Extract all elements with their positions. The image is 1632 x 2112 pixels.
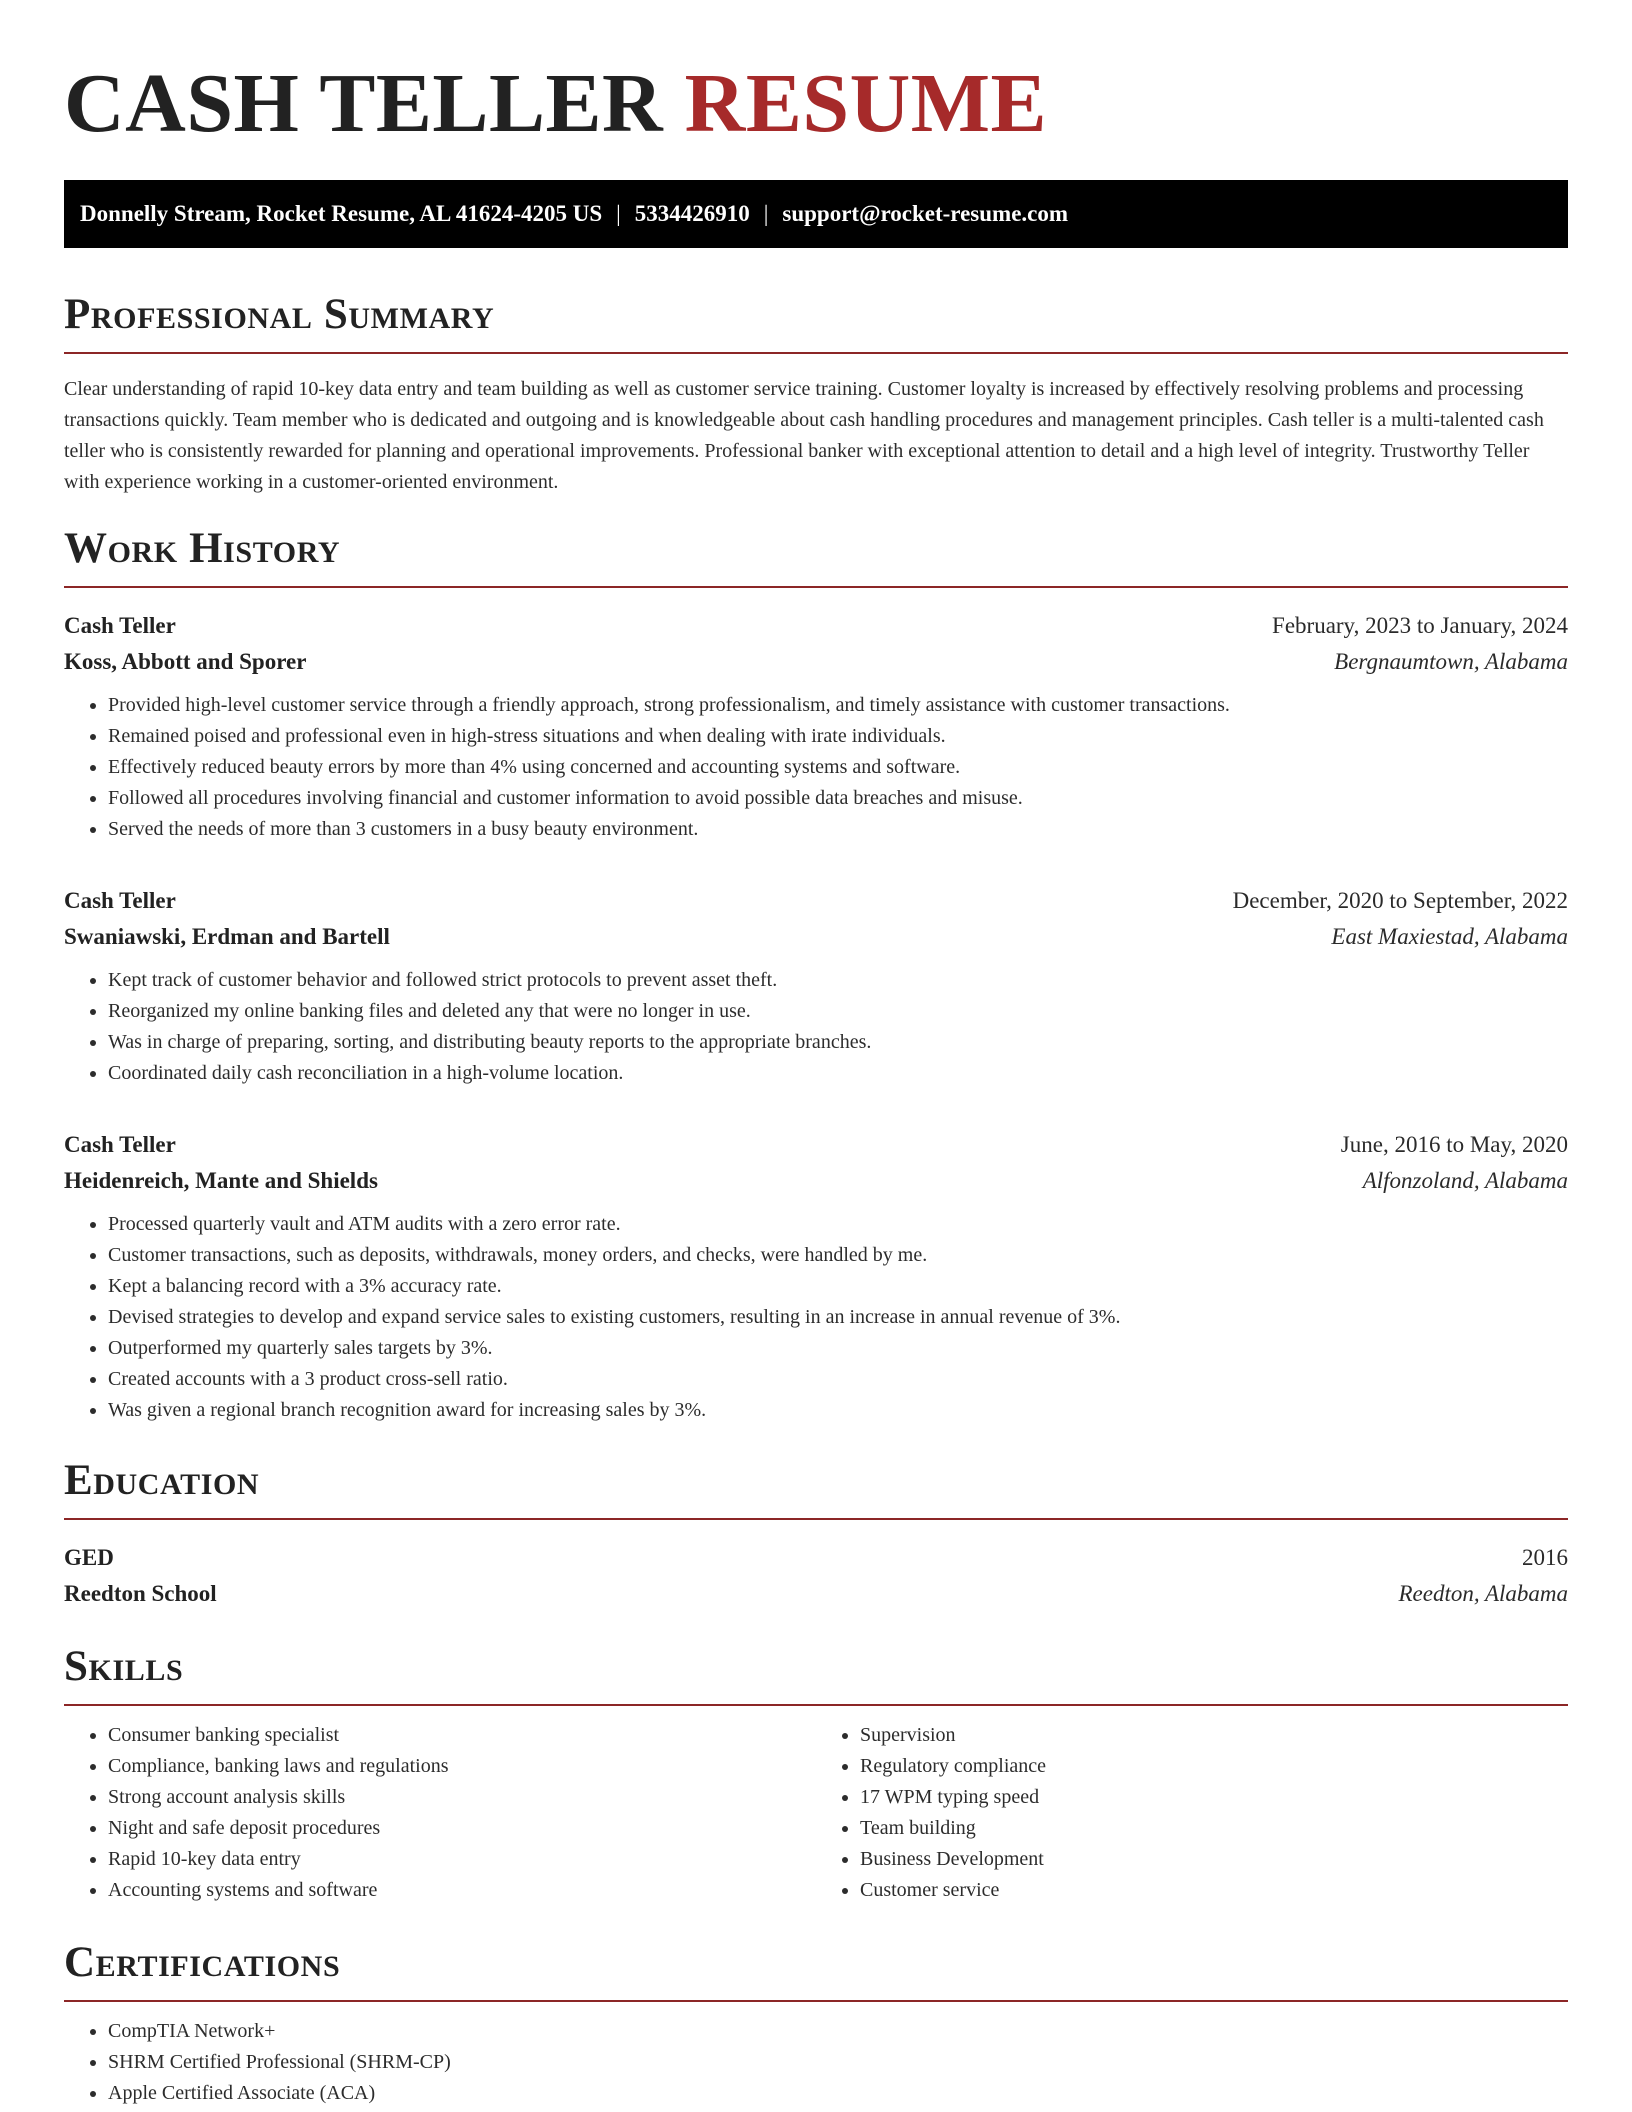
job-bullet: • Kept a balancing record with a 3% accuracy rate. (108, 1271, 1568, 1302)
job-bullets (64, 1209, 1568, 1426)
contact-address: Donnelly Stream, Rocket Resume, AL 41624-4205 US (80, 201, 603, 226)
education-degree: GED (64, 1545, 114, 1570)
summary-section (64, 290, 1568, 498)
job-bullet: • Devised strategies to develop and expand service sales to existing customers, resulting in an increase in annual revenue of 3%. (108, 1302, 1568, 1333)
job-header-row (64, 608, 1568, 644)
job-company-row (64, 919, 1568, 955)
section-title-education: Education (64, 1456, 1568, 1520)
title-accent: RESUME (684, 57, 1048, 150)
skill-item: • Consumer banking specialist (108, 1720, 816, 1751)
skill-item: • Compliance, banking laws and regulations (108, 1751, 816, 1782)
job-bullet: • Remained poised and professional even in high-stress situations and when dealing with irate individuals. (108, 721, 1568, 752)
job-company-row (64, 1163, 1568, 1199)
certification-item: • Apple Certified Associate (ACA) (108, 2078, 1568, 2109)
skills-column-right (816, 1720, 1568, 1906)
job-company: Koss, Abbott and Sporer (64, 649, 307, 674)
job-header-row (64, 1127, 1568, 1163)
summary-text: Clear understanding of rapid 10-key data entry and team building as well as customer service training. Customer loyalty is increased by effectively resolving problems and processing transactions quickly. Team member who is dedicated and outgoing and is knowledgeable about cash handling procedures and management principles. Cash teller is a multi-talented cash teller who is consistently rewarded for planning and operational improvements. Professional banker with exceptional attention to detail and a high level of integrity. Trustworthy Teller with experience working in a customer-oriented environment. (64, 378, 1544, 493)
work-history-section (64, 524, 1568, 1426)
skill-item: • Accounting systems and software (108, 1875, 816, 1906)
skill-item: • Rapid 10-key data entry (108, 1844, 816, 1875)
job-role: Cash Teller (64, 1132, 176, 1157)
job-entry (64, 608, 1568, 845)
job-dates: February, 2023 to January, 2024 (1272, 613, 1568, 638)
job-bullet: • Coordinated daily cash reconciliation in a high-volume location. (108, 1058, 1568, 1089)
certification-item: • CompTIA Network+ (108, 2016, 1568, 2047)
skill-item: • Business Development (860, 1844, 1568, 1875)
job-bullet: • Customer transactions, such as deposits, withdrawals, money orders, and checks, were handled by me. (108, 1240, 1568, 1271)
job-bullet: • Served the needs of more than 3 customers in a busy beauty environment. (108, 814, 1568, 845)
job-bullet: • Was in charge of preparing, sorting, and distributing beauty reports to the appropriate branches. (108, 1027, 1568, 1058)
section-title-skills: Skills (64, 1642, 1568, 1706)
skills-column-left (64, 1720, 816, 1906)
skill-item: • Team building (860, 1813, 1568, 1844)
job-bullet: • Provided high-level customer service through a friendly approach, strong professionalism, and timely assistance with customer transactions. (108, 690, 1568, 721)
contact-phone[interactable]: 5334426910 (634, 201, 750, 226)
resume-title (64, 0, 1568, 152)
contact-separator: | (616, 201, 621, 226)
job-bullet: • Was given a regional branch recognition award for increasing sales by 3%. (108, 1395, 1568, 1426)
skill-item: • Regulatory compliance (860, 1751, 1568, 1782)
skill-item: • Supervision (860, 1720, 1568, 1751)
job-bullets (64, 690, 1568, 845)
job-bullet: • Followed all procedures involving financial and customer information to avoid possible data breaches and misuse. (108, 783, 1568, 814)
contact-email[interactable]: support@rocket-resume.com (782, 201, 1069, 226)
skills-grid (64, 1720, 1568, 1906)
skill-item: • Strong account analysis skills (108, 1782, 816, 1813)
resume-page (64, 0, 1568, 2109)
job-role: Cash Teller (64, 613, 176, 638)
job-company: Heidenreich, Mante and Shields (64, 1168, 378, 1193)
job-dates: December, 2020 to September, 2022 (1232, 888, 1568, 913)
job-entry (64, 1127, 1568, 1426)
title-main: CASH TELLER (64, 57, 664, 150)
job-location: Alfonzoland, Alabama (1362, 1168, 1568, 1193)
education-entry (64, 1540, 1568, 1612)
job-bullet: • Kept track of customer behavior and followed strict protocols to prevent asset theft. (108, 965, 1568, 996)
education-location: Reedton, Alabama (1398, 1581, 1568, 1606)
job-role: Cash Teller (64, 888, 176, 913)
job-entry (64, 883, 1568, 1089)
contact-separator: | (763, 201, 769, 226)
skills-section (64, 1642, 1568, 1906)
job-bullet: • Reorganized my online banking files and deleted any that were no longer in use. (108, 996, 1568, 1027)
section-title-summary: Professional Summary (64, 290, 1568, 354)
certifications-section (64, 1938, 1568, 2109)
education-school-row (64, 1576, 1568, 1612)
job-company: Swaniawski, Erdman and Bartell (64, 924, 390, 949)
certifications-list (64, 2016, 1568, 2109)
skill-item: • 17 WPM typing speed (860, 1782, 1568, 1813)
job-location: Bergnaumtown, Alabama (1334, 649, 1568, 674)
job-bullet: • Processed quarterly vault and ATM audits with a zero error rate. (108, 1209, 1568, 1240)
job-dates: June, 2016 to May, 2020 (1340, 1132, 1568, 1157)
education-degree-row (64, 1540, 1568, 1576)
job-bullets (64, 965, 1568, 1089)
contact-bar (64, 180, 1568, 248)
education-year: 2016 (1522, 1545, 1568, 1570)
job-location: East Maxiestad, Alabama (1331, 924, 1568, 949)
skill-item: • Night and safe deposit procedures (108, 1813, 816, 1844)
section-title-work-history: Work History (64, 524, 1568, 588)
job-header-row (64, 883, 1568, 919)
certification-item: • SHRM Certified Professional (SHRM-CP) (108, 2047, 1568, 2078)
section-title-certifications: Certifications (64, 1938, 1568, 2002)
education-school: Reedton School (64, 1581, 217, 1606)
education-section (64, 1456, 1568, 1612)
skill-item: • Customer service (860, 1875, 1568, 1906)
job-bullet: • Effectively reduced beauty errors by more than 4% using concerned and accounting systems and software. (108, 752, 1568, 783)
job-bullet: • Created accounts with a 3 product cross-sell ratio. (108, 1364, 1568, 1395)
job-company-row (64, 644, 1568, 680)
job-bullet: • Outperformed my quarterly sales targets by 3%. (108, 1333, 1568, 1364)
